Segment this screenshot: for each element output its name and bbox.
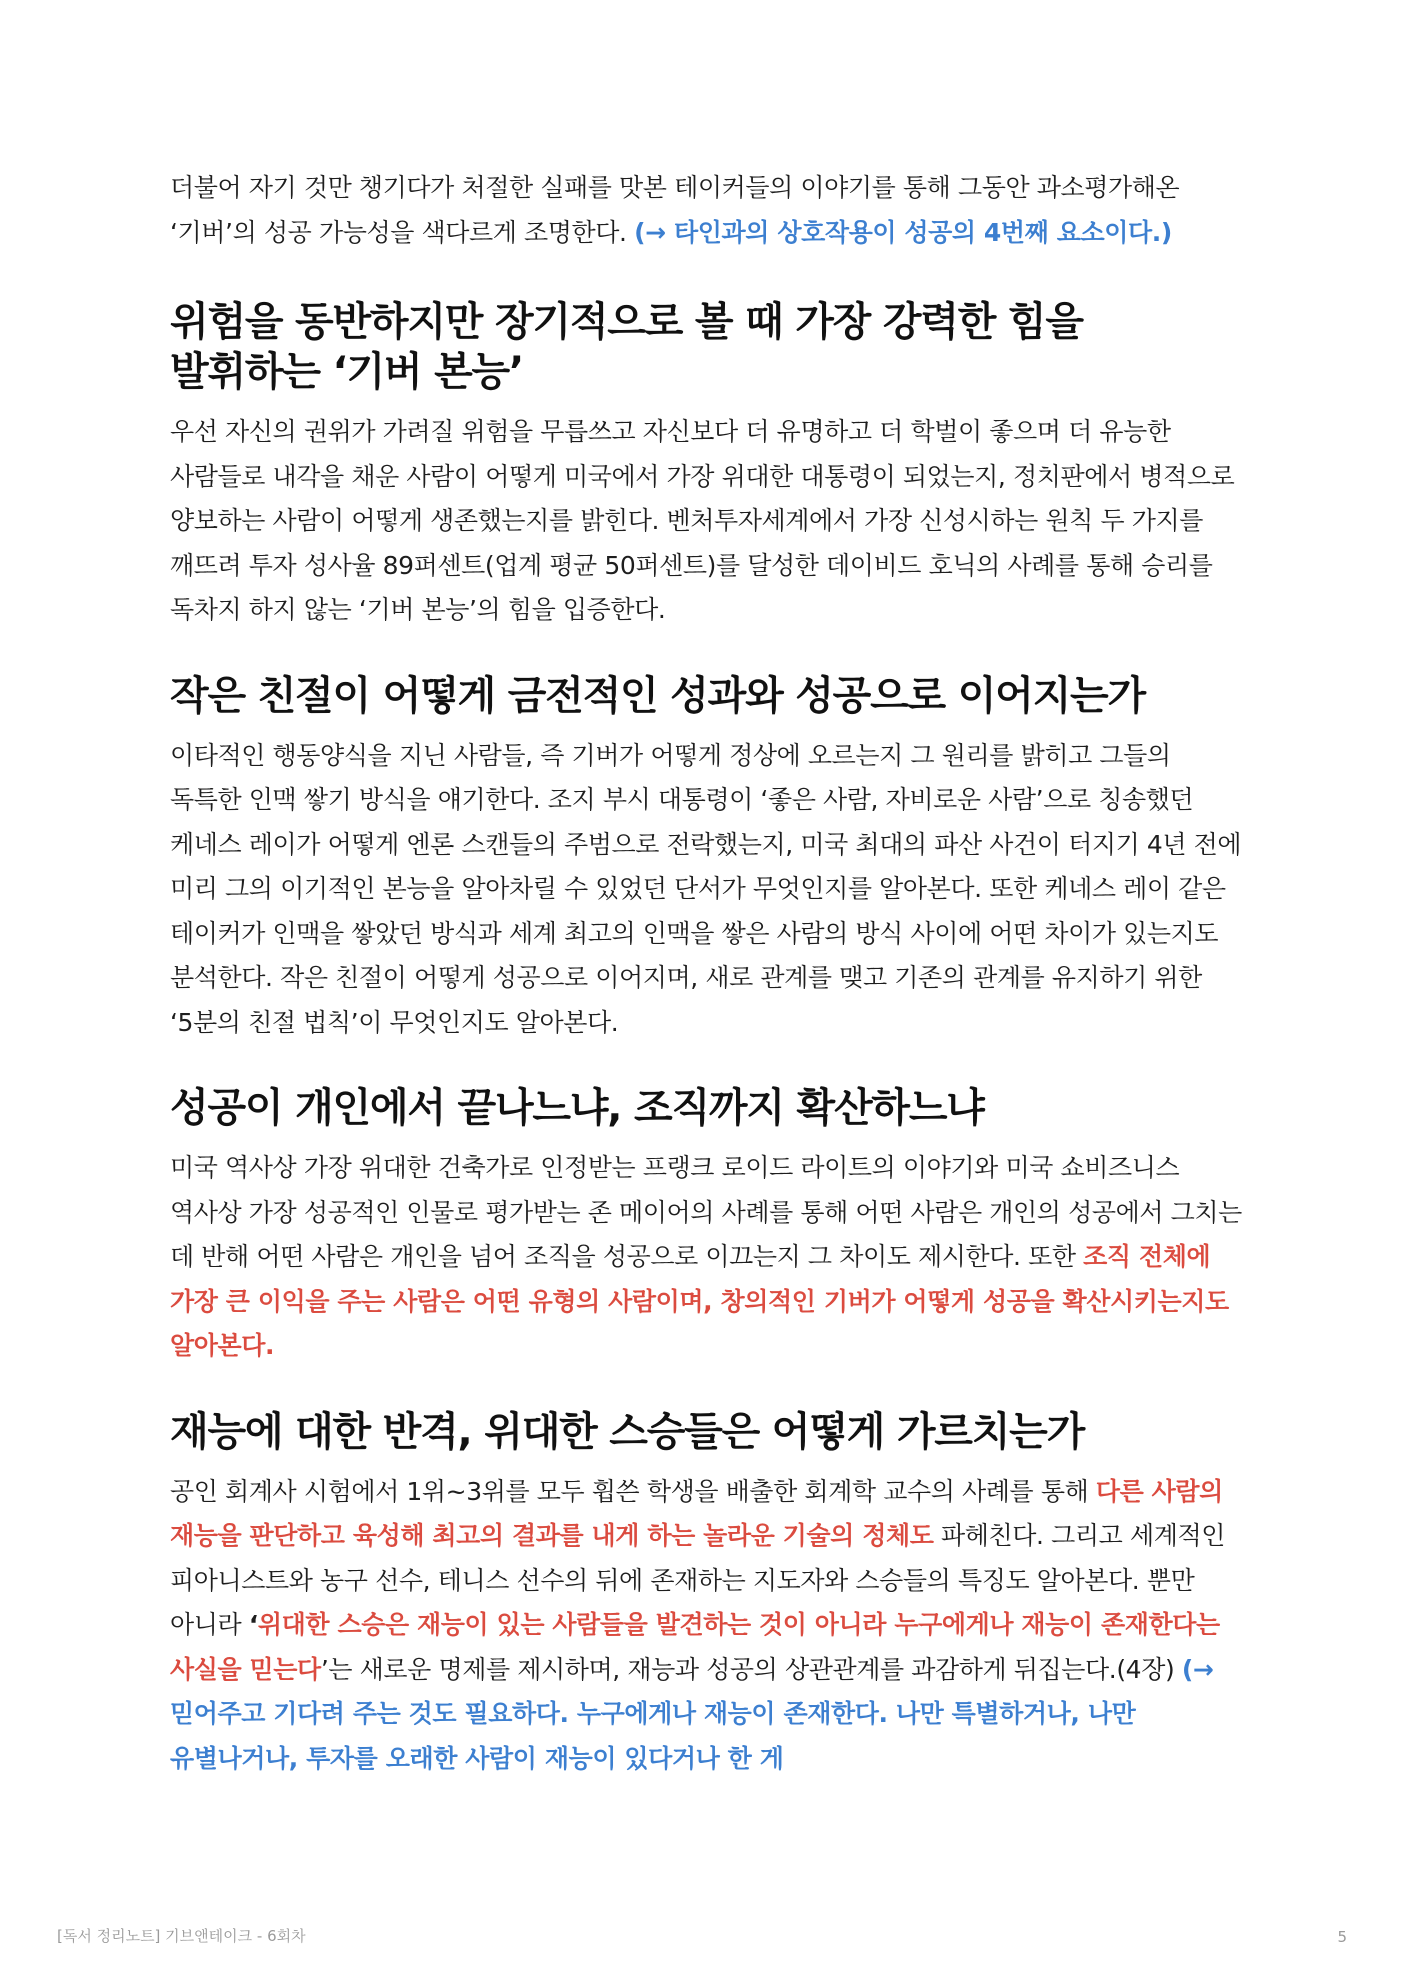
- section-body: 이타적인 행동양식을 지닌 사람들, 즉 기버가 어떻게 정상에 오르는지 그 원리를 밝히고 그들의 독특한 인맥 쌓기 방식을 얘기한다. 조지 부시 대통령이 ‘좋은 사람, 자비로운 사람’으로 칭송했던 케네스 레이가 어떻게 엔론 스캔들의 주범으로 전락했는지, 미국 최대의 파산 사건이 터지기 4년 전에 미리 그의 이기적인 본능을 알아차릴 수 있었던 단서가 무엇인지를 알아본다. 또한 케네스 레이 같은 테이커가 인맥을 쌓았던 방식과 세계 최고의 인맥을 쌓은 사람의 방식 사이에 어떤 차이가 있는지도 분석한다. 작은 친절이 어떻게 성공으로 이어지며, 새로 관계를 맺고 기존의 관계를 유지하기 위한 ‘5분의 친절 법칙’이 무엇인지도 알아본다.: [170, 740, 1242, 1037]
- blue-note: (→ 믿어주고 기다려 주는 것도 필요하다. 누구에게나 재능이 존재한다. 나만 특별하거나, 나만 유별나거나, 투자를 오래한 사람이 재능이 있다거나 한 게: [170, 1654, 1214, 1773]
- section-giver-instinct: [170, 297, 1245, 633]
- intro-text: 더불어 자기 것만 챙기다가 처절한 실패를 맛본 테이커들의 이야기를 통해 그동안 과소평가해온 ‘기버’의 성공 가능성을 색다르게 조명한다.: [170, 173, 1180, 247]
- intro-note: (→ 타인과의 상호작용이 성공의 4번째 요소이다.): [634, 217, 1172, 247]
- section-heading: 재능에 대한 반격, 위대한 스승들은 어떻게 가르치는가: [170, 1408, 1085, 1455]
- section-heading: 성공이 개인에서 끝나느냐, 조직까지 확산하느냐: [170, 1085, 984, 1131]
- section-small-kindness: [170, 671, 1245, 1046]
- red-highlight: 위대한 스승은 재능이 있는 사람들을 발견하는 것이 아니라 누구에게나 재능이 존재한다는 사실을 믿는다: [170, 1610, 1220, 1684]
- body-text: 공인 회계사 시험에서 1위~3위를 모두 휩쓴 학생을 배출한 회계학 교수의 사례를 통해: [170, 1476, 1096, 1506]
- section-heading: 위험을 동반하지만 장기적으로 볼 때 가장 강력한 힘을 발휘하는 ‘기버 본능’: [170, 299, 1083, 395]
- page-content: [170, 166, 1245, 1819]
- section-body: 우선 자신의 권위가 가려질 위험을 무릅쓰고 자신보다 더 유명하고 더 학벌이 좋으며 더 유능한 사람들로 내각을 채운 사람이 어떻게 미국에서 가장 위대한 대통령이 되었는지, 정치판에서 병적으로 양보하는 사람이 어떻게 생존했는지를 밝힌다. 벤처투자세계에서 가장 신성시하는 원칙 두 가지를 깨뜨려 투자 성사율 89퍼센트(업계 평균 50퍼센트)를 달성한 데이비드 호닉의 사례를 통해 승리를 독차지 하지 않는 ‘기버 본능’의 힘을 입증한다.: [170, 417, 1235, 624]
- body-text: ’는 새로운 명제를 제시하며, 재능과 성공의 상관관계를 과감하게 뒤집는다.(4장): [320, 1654, 1182, 1684]
- quote-mark: ‘: [248, 1610, 258, 1639]
- red-highlight: 다른 사람의 재능을 판단하고 육성해 최고의 결과를 내게 하는 놀라운 기술의 정체도: [170, 1476, 1223, 1550]
- intro-paragraph: [170, 166, 1245, 255]
- section-organization-success: [170, 1083, 1245, 1369]
- page-number: 5: [1337, 1928, 1347, 1946]
- body-text: 파헤친다. 그리고 세계적인 피아니스트와 농구 선수, 테니스 선수의 뒤에 존재하는 지도자와 스승들의 특징도 알아본다. 뿐만 아니라: [170, 1521, 1225, 1639]
- body-text: 미국 역사상 가장 위대한 건축가로 인정받는 프랭크 로이드 라이트의 이야기와 미국 쇼비즈니스 역사상 가장 성공적인 인물로 평가받는 존 메이어의 사례를 통해 어떤 사람은 개인의 성공에서 그치는 데 반해 어떤 사람은 개인을 넘어 조직을 성공으로 이끄는지 그 차이도 제시한다. 또한: [170, 1153, 1242, 1271]
- section-heading: 작은 친절이 어떻게 금전적인 성과와 성공으로 이어지는가: [170, 672, 1145, 719]
- red-highlight: 조직 전체에 가장 큰 이익을 주는 사람은 어떤 유형의 사람이며, 창의적인 기버가 어떻게 성공을 확산시키는지도 알아본다.: [170, 1242, 1229, 1360]
- section-great-teachers: [170, 1407, 1245, 1782]
- section-body: [170, 1146, 1245, 1369]
- footer-title: [독서 정리노트] 기브앤테이크 - 6회차: [57, 1927, 306, 1945]
- section-body: [170, 1470, 1245, 1782]
